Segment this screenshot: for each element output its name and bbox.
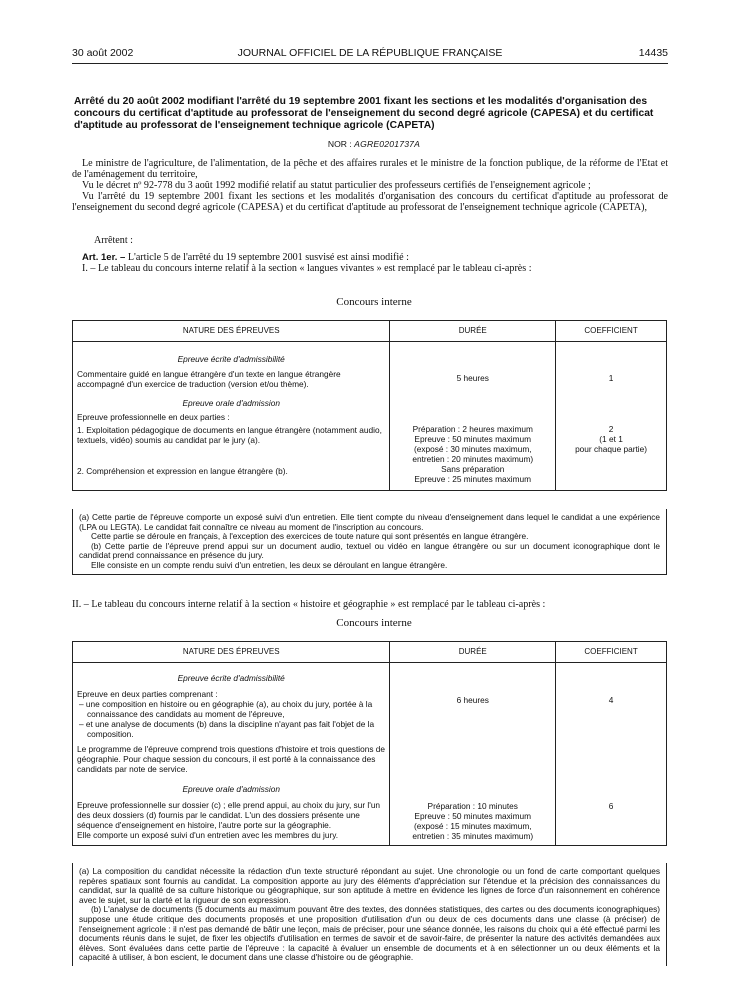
preamble-ministers: Le ministre de l'agriculture, de l'alimentation, de la pêche et des affaires rurales et le ministre de la fonction publique, de la réforme de l'Etat et de l'aménagement du territoire, xyxy=(72,158,668,180)
note-a: (a) Cette partie de l'épreuve comporte un exposé suivi d'un entretien. Elle tient compte du niveau d'enseignement dans lequel le candidat a une expérience (LPA ou LEGTA). Le candidat fait connaître ce niveau au moment de l'inscription au concours. xyxy=(79,512,660,532)
table-1 xyxy=(72,320,667,491)
table-2-header-row xyxy=(73,642,667,663)
oral-part-1-duration-line: entretien : 20 minutes maximum) xyxy=(412,454,534,464)
nor-reference xyxy=(0,139,748,149)
table-row xyxy=(73,342,667,390)
oral-part-2-duration-line: Epreuve : 25 minutes maximum xyxy=(414,474,532,484)
header-date: 30 août 2002 xyxy=(72,47,134,59)
written-duration: 5 heures xyxy=(390,342,556,390)
oral-part-2: 2. Compréhension et expression en langue étrangère (b). xyxy=(73,464,390,491)
note-b-cont: Elle consiste en un compte rendu suivi d'un entretien, les deux se déroulant en langue étrangère. xyxy=(91,559,448,570)
written-duration: 6 heures xyxy=(390,663,556,775)
written-text: Commentaire guidé en langue étrangère d'un texte en langue étrangère accompagné d'un exercice de traduction (version et/ou thème). xyxy=(77,369,341,389)
section-2-intro: II. – Le tableau du concours interne relatif à la section « histoire et géographie » est remplacé par le tableau ci-après : xyxy=(72,599,546,610)
section-2 xyxy=(72,599,668,610)
oral-text-2: Elle comporte un exposé suivi d'un entretien avec les membres du jury. xyxy=(77,830,339,840)
written-coef: 4 xyxy=(556,663,667,775)
header-journal-title: JOURNAL OFFICIEL DE LA RÉPUBLIQUE FRANÇAISE xyxy=(237,47,503,59)
note-b: (b) L'analyse de documents (5 documents au maximum pouvant être des textes, des données statistiques, des cartes ou des documents iconographiques) suppose une étude critique des documents proposés et une proposition d'utilisation d'un ou deux de ces documents dans une classe (à préciser) de l'enseignement agricole : il n'est pas demandé de bâtir une leçon, mais de préciser, pour une séance donnée, les raisons du choix qui a été effectué parmi les documents réunis dans le sujet, de fixer les objectifs d'utilisation en termes de savoir et de savoir-faire, de présenter la nature des activités demandées aux élèves. Sont évaluées dans cette partie de l'épreuve : la capacité à évaluer un ensemble de documents et à en sélectionner un ou deux éléments et la capacité à utiliser, à bon escient, le document dans une classe d'histoire ou de géographie. xyxy=(79,904,660,963)
page-header xyxy=(72,47,668,61)
section-1-intro: I. – Le tableau du concours interne relatif à la section « langues vivantes » est remplacé par le tableau ci-après : xyxy=(82,263,532,274)
oral-coef-line: pour chaque partie) xyxy=(575,444,648,454)
nor-label: NOR : xyxy=(327,139,352,149)
table-row xyxy=(73,663,667,775)
oral-part-1-duration-line: Préparation : 2 heures maximum xyxy=(412,424,533,434)
oral-heading: Epreuve orale d'admission xyxy=(182,784,280,794)
header-rule xyxy=(72,63,668,64)
oral-coef-line: 2 xyxy=(608,424,614,434)
written-heading: Epreuve écrite d'admissibilité xyxy=(177,673,285,683)
decree-title: Arrêté du 20 août 2002 modifiant l'arrêté du 19 septembre 2001 fixant les sections et les modalités d'organisation des concours du certificat d'aptitude au professorat de l'enseignement du second degré agricole (CAPESA) et du certificat d'aptitude au professorat de l'enseignement technique agricole (CAPETA) xyxy=(74,96,654,131)
written-coef: 1 xyxy=(556,342,667,390)
article-1-text: L'article 5 de l'arrêté du 19 septembre 2001 susvisé est ainsi modifié : xyxy=(127,252,409,263)
table-2-caption: Concours interne xyxy=(336,617,412,629)
article-1 xyxy=(72,252,668,274)
preamble-visa-arrete: Vu l'arrêté du 19 septembre 2001 fixant les sections et les modalités d'organisation des concours du certificat d'aptitude au professorat de l'enseignement du second degré agricole (CAPESA) et du certificat d'aptitude au professorat de l'enseignement technique agricole (CAPETA), xyxy=(72,191,668,213)
nor-value: AGRE0201737A xyxy=(354,139,421,149)
table-row xyxy=(73,464,667,491)
oral-duration-line: entretien : 35 minutes maximum) xyxy=(412,831,534,841)
oral-intro: Epreuve professionnelle en deux parties : xyxy=(77,412,230,422)
oral-part-1-duration-line: Epreuve : 50 minutes maximum xyxy=(414,434,532,444)
col-header-nature: NATURE DES ÉPREUVES xyxy=(73,321,390,342)
table-1-caption: Concours interne xyxy=(336,296,412,308)
oral-coef: 6 xyxy=(556,774,667,846)
oral-duration-line: Préparation : 10 minutes xyxy=(427,801,518,811)
table-2 xyxy=(72,641,667,846)
written-item-analysis: – et une analyse de documents (b) dans la discipline n'ayant pas fait l'objet de la composition. xyxy=(79,719,375,739)
table-1-notes xyxy=(72,509,667,575)
header-page-number: 14435 xyxy=(638,47,668,59)
preamble xyxy=(72,158,668,213)
table-2-notes xyxy=(72,863,667,966)
note-a-cont: Cette partie se déroule en français, à l'exception des exercices de toute nature qui sont présentés en langue étrangère. xyxy=(91,531,529,542)
arretent: Arrêtent : xyxy=(94,235,133,246)
preamble-visa-decree: Vu le décret nº 92-778 du 3 août 1992 modifié relatif au statut particulier des professeurs certifiés de l'enseignement agricole ; xyxy=(82,180,591,191)
article-1-label: Art. 1er. – xyxy=(82,252,126,263)
col-header-nature: NATURE DES ÉPREUVES xyxy=(73,642,390,663)
oral-duration-line: Epreuve : 50 minutes maximum xyxy=(414,811,532,821)
col-header-duree: DURÉE xyxy=(390,642,556,663)
written-item-composition: – une composition en histoire ou en géographie (a), au choix du jury, portée à la connaissance des candidats au moment de l'épreuve, xyxy=(79,699,373,719)
table-1-header-row xyxy=(73,321,667,342)
note-b: (b) Cette partie de l'épreuve prend appui sur un document audio, textuel ou vidéo en langue étrangère ou sur un document iconographique dont le candidat prend connaissance en présence du jury. xyxy=(79,540,660,561)
written-intro: Epreuve en deux parties comprenant : xyxy=(77,689,218,699)
oral-part-1: 1. Exploitation pédagogique de documents en langue étrangère (notamment audio, textuels, vidéo) soumis au candidat par le jury (a). xyxy=(77,425,382,445)
table-row xyxy=(73,389,667,464)
written-program: Le programme de l'épreuve comprend trois questions d'histoire et trois questions de géographie. Pour chaque session du concours, il est porté à la connaissance des candidats par note de service. xyxy=(77,744,386,774)
written-heading: Epreuve écrite d'admissibilité xyxy=(177,354,285,364)
oral-part-1-duration-line: (exposé : 30 minutes maximum, xyxy=(413,444,532,454)
oral-text: Epreuve professionnelle sur dossier (c) ; elle prend appui, au choix du jury, sur l'un des deux dossiers (d) fournis par le candidat. L'un des dossiers présente une séquence d'enseignement en histoire, l'autre porte sur la géographie. xyxy=(77,800,381,830)
oral-duration-line: (exposé : 15 minutes maximum, xyxy=(413,821,532,831)
oral-coef-line: (1 et 1 xyxy=(599,434,623,444)
col-header-coefficient: COEFFICIENT xyxy=(556,321,667,342)
arretent-block xyxy=(72,235,668,246)
table-row xyxy=(73,774,667,846)
oral-heading: Epreuve orale d'admission xyxy=(182,398,280,408)
col-header-duree: DURÉE xyxy=(390,321,556,342)
col-header-coefficient: COEFFICIENT xyxy=(556,642,667,663)
note-a: (a) La composition du candidat nécessite la rédaction d'un texte structuré répondant au sujet. Une chronologie ou un fond de carte comportant quelques repères spatiaux sont fournis au candidat. La composition apporte au jury des éléments d'appréciation sur l'étendue et la précision des connaissances du candidat, sur la qualité de sa culture historique ou géographique, sur son aptitude à mettre en évidence les lignes de force d'un raisonnement en cohérence avec le sujet, sur la clarté et la rigueur de son expression. xyxy=(79,866,660,905)
oral-part-2-duration-line: Sans préparation xyxy=(441,464,505,474)
